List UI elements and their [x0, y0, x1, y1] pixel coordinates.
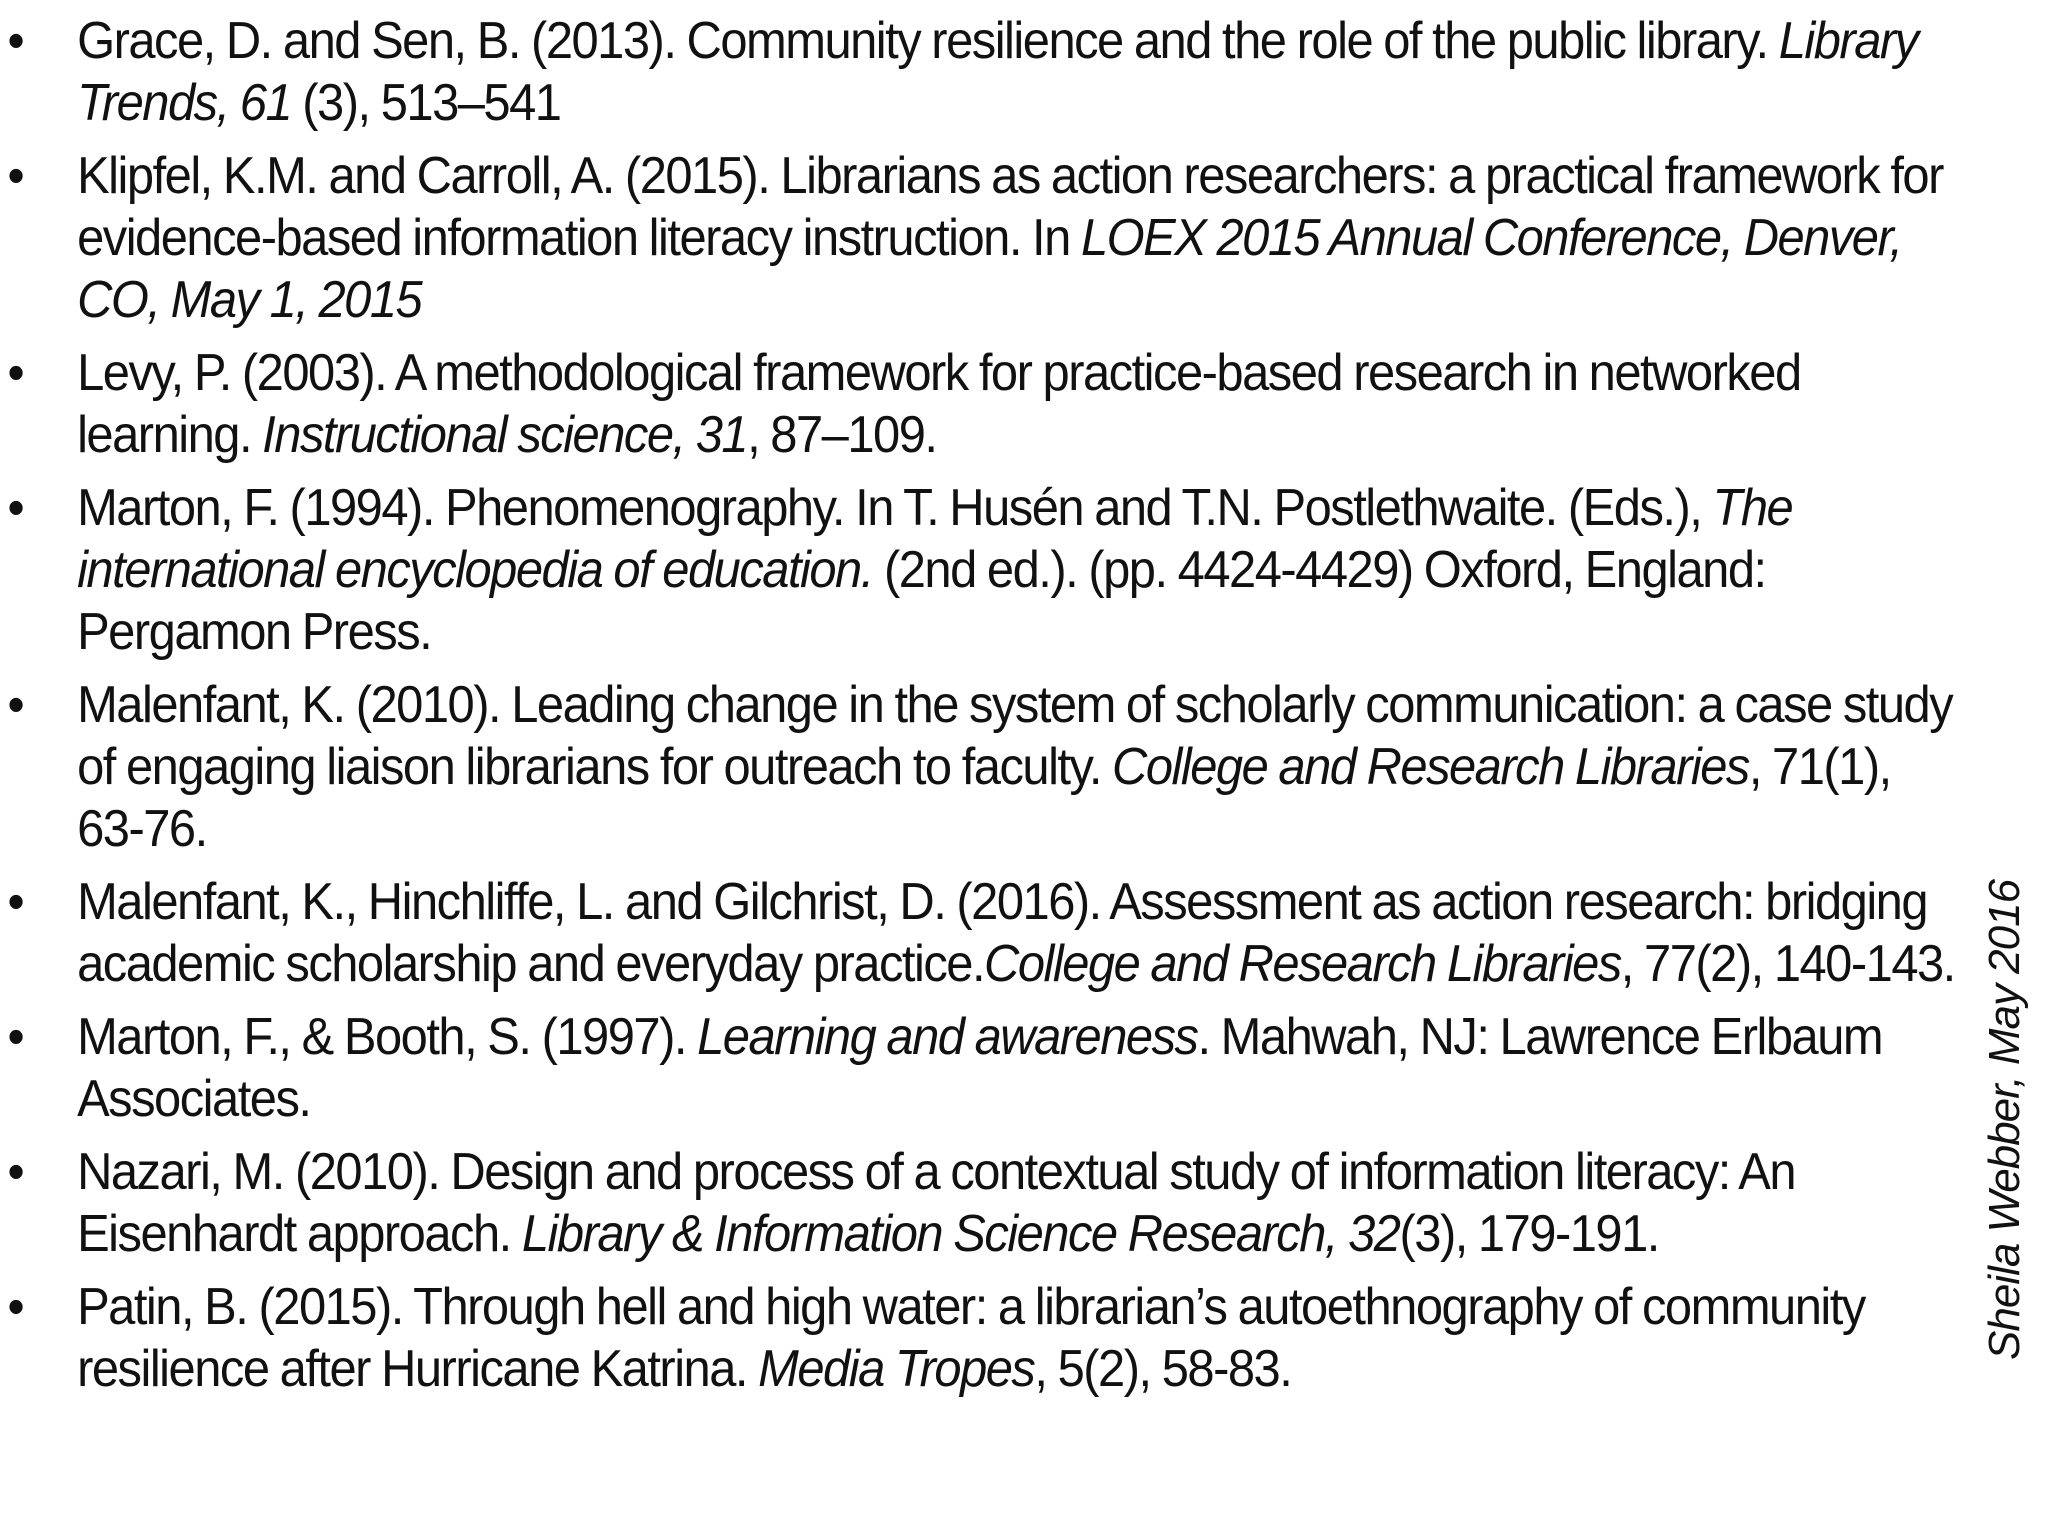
- ref-segment-italic: Media Tropes: [758, 1340, 1035, 1398]
- bullet: •: [7, 147, 24, 205]
- ref-segment: , 71(1), 63-76.: [77, 738, 1891, 858]
- reference-item: [0, 477, 1957, 663]
- ref-segment: Nazari, M. (2010). Design and process of a contextual study of information literacy: An Eisenhardt approach.: [77, 1143, 1796, 1263]
- ref-segment: (3), 179-191.: [1399, 1205, 1659, 1263]
- ref-segment-italic: Learning and awareness: [697, 1008, 1198, 1066]
- reference-item: [0, 1006, 1957, 1130]
- bullet: •: [7, 12, 24, 70]
- author-watermark: Sheila Webber, May 2016: [1980, 879, 2029, 1360]
- ref-segment: Levy, P. (2003). A methodological framework for practice-based research in networked learning.: [77, 344, 1801, 464]
- ref-text: [77, 676, 1952, 858]
- ref-segment-italic: College and Research Libraries: [984, 935, 1621, 993]
- bullet: •: [7, 873, 24, 931]
- bullet: •: [7, 676, 24, 734]
- ref-segment: Malenfant, K. (2010). Leading change in the system of scholarly communication: a case study of engaging liaison librarians for outreach to faculty.: [77, 676, 1953, 796]
- ref-segment-italic: Instructional science, 31: [262, 406, 748, 464]
- ref-segment: , 87–109.: [747, 406, 937, 464]
- ref-segment-italic: Library Trends, 61: [77, 12, 1918, 132]
- ref-segment: Grace, D. and Sen, B. (2013). Community resilience and the role of the public library.: [77, 12, 1779, 70]
- reference-item: [0, 10, 1957, 134]
- ref-segment-italic: LOEX 2015 Annual Conference, Denver, CO, May 1, 2015: [77, 209, 1902, 329]
- ref-segment: Marton, F. (1994). Phenomenography. In T. Husén and T.N. Postlethwaite. (Eds.),: [77, 479, 1713, 537]
- ref-segment: (2nd ed.). (pp. 4424-4429) Oxford, England: Pergamon Press.: [77, 541, 1766, 661]
- reference-item: [0, 1141, 1957, 1265]
- ref-segment-italic: College and Research Libraries: [1112, 738, 1749, 796]
- reference-item: [0, 674, 1957, 860]
- reference-item: [0, 871, 1957, 995]
- ref-text: [77, 479, 1792, 661]
- ref-text: [77, 147, 1943, 329]
- ref-text: [77, 1143, 1795, 1263]
- reference-item: [0, 1276, 1957, 1400]
- ref-segment: Malenfant, K., Hinchliffe, L. and Gilchrist, D. (2016). Assessment as action research: bridging academic scholarship and everyday practice.: [77, 873, 1928, 993]
- bullet: •: [7, 1143, 24, 1201]
- ref-segment: Marton, F., & Booth, S. (1997).: [77, 1008, 698, 1066]
- ref-segment: Patin, B. (2015). Through hell and high water: a librarian’s autoethnography of community resilience after Hurricane Katrina.: [77, 1278, 1865, 1398]
- ref-text: [77, 1008, 1882, 1128]
- ref-segment: (3), 513–541: [291, 74, 561, 132]
- ref-segment: . Mahwah, NJ: Lawrence Erlbaum Associates.: [77, 1008, 1883, 1128]
- ref-text: [77, 1278, 1865, 1398]
- bullet: •: [7, 1278, 24, 1336]
- ref-text: [77, 873, 1955, 993]
- ref-segment-italic: Library & Information Science Research, 32: [521, 1205, 1400, 1263]
- reference-item: [0, 145, 1957, 331]
- reference-list: [0, 10, 1960, 1411]
- bullet: •: [7, 344, 24, 402]
- ref-segment: Klipfel, K.M. and Carroll, A. (2015). Librarians as action researchers: a practical framework for evidence-based information literacy instruction. In: [77, 147, 1943, 267]
- bullet: •: [7, 479, 24, 537]
- ref-segment: , 77(2), 140-143.: [1620, 935, 1955, 993]
- ref-text: [77, 12, 1918, 132]
- ref-text: [77, 344, 1801, 464]
- ref-segment-italic: The international encyclopedia of education.: [77, 479, 1793, 599]
- reference-item: [0, 342, 1957, 466]
- bullet: •: [7, 1008, 24, 1066]
- ref-segment: , 5(2), 58-83.: [1034, 1340, 1292, 1398]
